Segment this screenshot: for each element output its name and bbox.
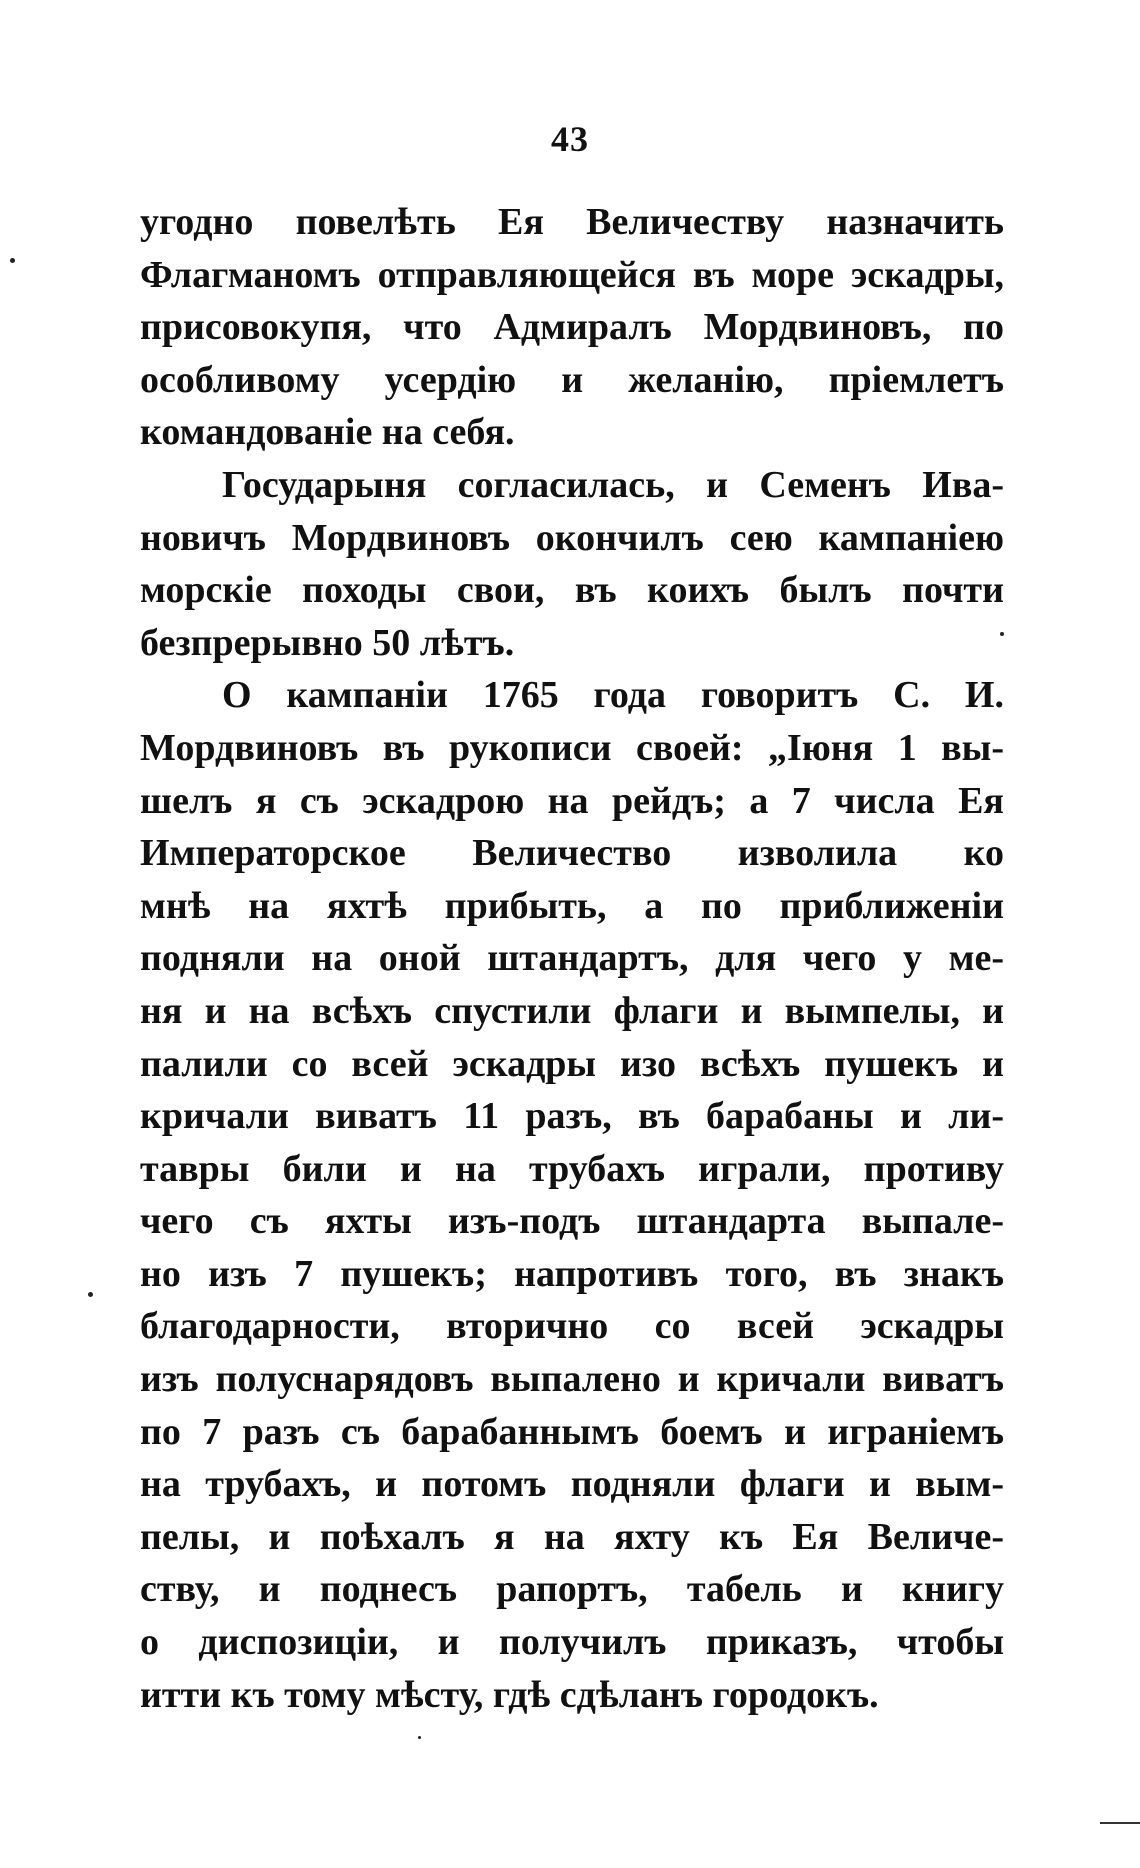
text-line: ству, и поднесъ рапортъ, табель и книгу (140, 1568, 1004, 1611)
text-line: присовокупя, что Адмиралъ Мордвиновъ, по (140, 306, 1004, 349)
text-line: О кампаніи 1765 года говоритъ С. И. (222, 674, 1004, 717)
text-line: угодно повелѣть Ея Величеству назначить (140, 201, 1004, 243)
text-line: палили со всей эскадры изо всѣхъ пушекъ и (140, 1042, 1004, 1085)
text-line: на трубахъ, и потомъ подняли флаги и вым- (140, 1463, 1004, 1506)
text-line: изъ полуснарядовъ выпалено и кричали виватъ (140, 1358, 1004, 1401)
text-line: кричали виватъ 11 разъ, въ барабаны и ли- (140, 1095, 1004, 1138)
text-line: итти къ тому мѣсту, гдѣ сдѣланъ городокъ. (140, 1673, 879, 1716)
text-line: по 7 разъ съ барабаннымъ боемъ и играніемъ (140, 1410, 1004, 1453)
text-line: ня и на всѣхъ спустили флаги и вымпелы, и (140, 989, 1004, 1032)
text-line: Императорское Величество изволила ко (140, 832, 1004, 875)
text-line: морскіе походы свои, въ коихъ былъ почти (140, 569, 1004, 612)
text-line: благодарности, вторично со всей эскадры (140, 1305, 1004, 1348)
text-line: но изъ 7 пушекъ; напротивъ того, въ знакъ (140, 1252, 1004, 1295)
text-line: новичъ Мордвиновъ окончилъ сею кампаніею (140, 516, 1004, 559)
scan-speck (10, 258, 15, 263)
scan-speck (1000, 632, 1004, 636)
text-line: шелъ я съ эскадрою на рейдъ; а 7 числа Ея (140, 779, 1004, 822)
text-line: Государыня согласилась, и Семенъ Ива- (222, 463, 1004, 506)
text-line: командованіе на себя. (140, 411, 515, 454)
text-line: особливому усердію и желанію, пріемлетъ (140, 358, 1004, 401)
text-line: мнѣ на яхтѣ прибыть, а по приближеніи (140, 884, 1004, 927)
text-line: пелы, и поѣхалъ я на яхту къ Ея Величе- (140, 1515, 1004, 1558)
text-line: Флагманомъ отправляющейся въ море эскадры, (140, 253, 1004, 296)
scan-speck (418, 1736, 421, 1739)
text-line: Мордвиновъ въ рукописи своей: „Іюня 1 вы- (140, 726, 1004, 769)
body-text (140, 196, 1004, 1721)
scan-speck (88, 1292, 93, 1297)
bottom-rule (1100, 1822, 1140, 1824)
page-number: 43 (551, 119, 589, 159)
text-line: тавры били и на трубахъ играли, противу (140, 1147, 1004, 1190)
text-line: чего съ яхты изъ-подъ штандарта выпале- (140, 1200, 1004, 1243)
text-line: подняли на оной штандартъ, для чего у ме- (140, 937, 1004, 980)
text-line: о диспозиціи, и получилъ приказъ, чтобы (140, 1621, 1004, 1664)
text-line: безпрерывно 50 лѣтъ. (140, 621, 515, 664)
